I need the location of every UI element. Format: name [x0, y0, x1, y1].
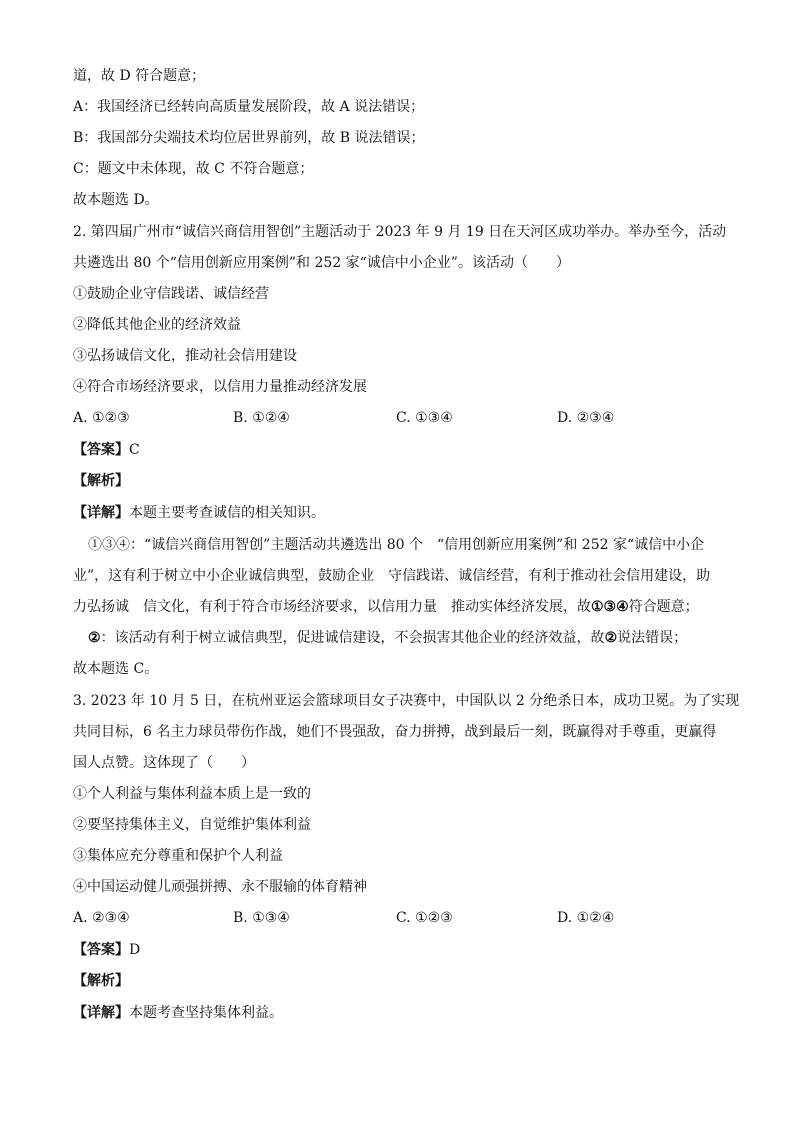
- q3-statement-4: ④中国运动健儿顽强拼搏、永不服输的体育精神: [73, 879, 367, 895]
- q2-option-b: B. ①②④: [233, 410, 290, 426]
- q2-explanation-line-1: ①③④：“诚信兴商信用智创”主题活动共遴选出 80 个 “信用创新应用案例”和 252 家“诚信中小企: [88, 537, 705, 553]
- q2-option-c: C. ①③④: [396, 410, 453, 426]
- q2-conclusion: 故本题选 C。: [73, 661, 159, 677]
- q3-detail-tag: 【详解】: [73, 1005, 129, 1021]
- q2-answer-tag: 【答案】: [73, 442, 129, 458]
- q3-answer-line: [73, 940, 140, 960]
- q3-stem-line-3: 国人点赞。这体现了（ ）: [73, 755, 255, 771]
- q3-option-b: B. ①③④: [233, 910, 290, 926]
- q2-option-d: D. ②③④: [557, 410, 615, 426]
- q1-tail-line-1: 道，故 D 符合题意；: [73, 68, 206, 84]
- q2-exp4-bold-a: ②: [88, 630, 101, 646]
- q2-stem-line-2: 共遴选出 80 个“信用创新应用案例”和 252 家“诚信中小企业”。该活动（ ）: [73, 255, 570, 271]
- q2-statement-3: ③弘扬诚信文化，推动社会信用建设: [73, 348, 297, 364]
- q3-detail-line: [73, 1003, 283, 1023]
- q3-option-d: D. ①②④: [557, 910, 615, 926]
- q2-explanation-line-2: 业”，这有利于树立中小企业诚信典型，鼓励企业 守信践诺、诚信经营，有利于推动社会信用建设，助: [73, 568, 711, 584]
- q2-explanation-line-4: [88, 628, 687, 648]
- q2-answer: C: [129, 442, 140, 458]
- q2-analysis-line: [73, 471, 129, 491]
- q3-analysis-tag: 【解析】: [73, 973, 129, 989]
- q3-stem-line-2: 共同目标，6 名主力球员带伤作战，她们不畏强敌，奋力拼搏，战到最后一刻，既赢得对手尊重，更赢得: [73, 724, 717, 740]
- q2-exp4-mid: ：该活动有利于树立诚信典型，促进诚信建设，不会损害其他企业的经济效益，故: [100, 630, 605, 646]
- q3-statement-3: ③集体应充分尊重和保护个人利益: [73, 848, 283, 864]
- q2-exp3-pre: 力弘扬诚 信文化，有利于符合市场经济要求，以信用力量 推动实体经济发展，故: [73, 599, 591, 615]
- q3-stem-line-1: 3. 2023 年 10 月 5 日，在杭州亚运会篮球项目女子决赛中，中国队以 2 分绝杀日本，成功卫冕。为了实现: [73, 693, 740, 709]
- q2-statement-2: ②降低其他企业的经济效益: [73, 317, 241, 333]
- q2-detail: 本题主要考查诚信的相关知识。: [129, 505, 325, 521]
- q3-answer: D: [129, 942, 141, 958]
- q2-statement-1: ①鼓励企业守信践诺、诚信经营: [73, 286, 269, 302]
- q3-statement-2: ②要坚持集体主义，自觉维护集体利益: [73, 817, 311, 833]
- q2-exp4-post: 说法错误；: [617, 630, 688, 646]
- q2-exp4-bold-b: ②: [604, 630, 618, 646]
- q2-explanation-line-3: [73, 597, 699, 617]
- q2-stem-line-1: 2. 第四届广州市“诚信兴商信用智创”主题活动于 2023 年 9 月 19 日在天河区成功举办。举办至今，活动: [73, 224, 727, 240]
- q2-answer-line: [73, 440, 140, 460]
- q3-option-c: C. ①②③: [396, 910, 453, 926]
- q2-exp3-bold: ①③④: [591, 599, 629, 615]
- q1-tail-line-4: C：题文中未体现，故 C 不符合题意；: [73, 161, 314, 177]
- q3-detail: 本题考查坚持集体利益。: [129, 1005, 283, 1021]
- q2-analysis-tag: 【解析】: [73, 473, 129, 489]
- q2-detail-tag: 【详解】: [73, 505, 129, 521]
- q3-option-a: A. ②③④: [73, 910, 130, 926]
- q3-statement-1: ①个人利益与集体利益本质上是一致的: [73, 786, 311, 802]
- q3-analysis-line: [73, 971, 129, 991]
- q1-tail-line-2: A：我国经济已经转向高质量发展阶段，故 A 说法错误；: [73, 99, 425, 115]
- q1-conclusion: 故本题选 D。: [73, 192, 159, 208]
- q2-option-a: A. ①②③: [73, 410, 130, 426]
- q2-statement-4: ④符合市场经济要求，以信用力量推动经济发展: [73, 379, 367, 395]
- q3-answer-tag: 【答案】: [73, 942, 129, 958]
- q1-tail-line-3: B：我国部分尖端技术均位居世界前列，故 B 说法错误；: [73, 130, 425, 146]
- q2-detail-line: [73, 503, 325, 523]
- q2-exp3-post: 符合题意；: [628, 599, 699, 615]
